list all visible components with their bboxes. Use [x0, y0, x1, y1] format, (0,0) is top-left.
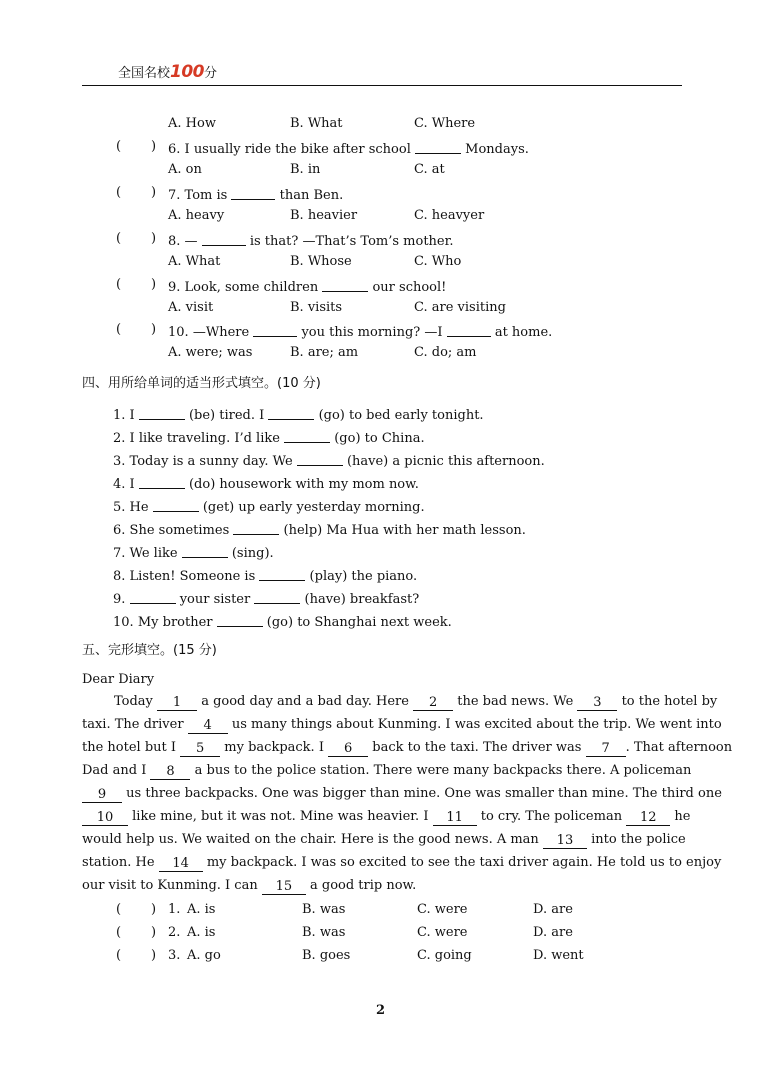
- question-text: our school!: [372, 280, 447, 295]
- option-b: B. What: [290, 116, 343, 131]
- passage-text: he: [674, 809, 691, 824]
- passage-line: [82, 713, 722, 736]
- item-number: 9.: [113, 592, 126, 607]
- option-a: A. were; was: [168, 345, 253, 360]
- option-c: C. were: [417, 925, 468, 940]
- item-text: He: [129, 500, 149, 515]
- option-a: A. on: [168, 162, 202, 177]
- passage-text: my backpack. I was so excited to see the taxi driver again. He told us to enjoy: [206, 855, 722, 870]
- question-text: Tom is: [184, 188, 228, 203]
- header-prefix: 全国名校: [118, 66, 171, 81]
- passage-text: to cry. The policeman: [480, 809, 623, 824]
- question-number: 10.: [168, 325, 189, 340]
- answer-paren-open: (: [116, 139, 122, 154]
- question-text: Mondays.: [465, 142, 529, 157]
- passage-line: [82, 736, 733, 759]
- option-a: A. heavy: [168, 208, 225, 223]
- answer-paren-open: (: [116, 902, 122, 917]
- item-text: (have) a picnic this afternoon.: [346, 454, 545, 469]
- cloze-blank[interactable]: 9: [82, 788, 122, 803]
- answer-paren-close: ): [151, 902, 157, 917]
- answer-paren-close: ): [151, 139, 157, 154]
- item-text: (have) breakfast?: [304, 592, 420, 607]
- answer-paren-close: ): [151, 948, 157, 963]
- item-text: (get) up early yesterday morning.: [202, 500, 425, 515]
- option-a: A. What: [168, 254, 221, 269]
- answer-blank[interactable]: [153, 497, 199, 512]
- answer-paren-close: ): [151, 231, 157, 246]
- item-text: I: [129, 408, 135, 423]
- fill-item-10: [113, 612, 452, 631]
- option-c: C. do; am: [414, 345, 477, 360]
- item-number: 3.: [113, 454, 126, 469]
- option-a: A. go: [187, 948, 221, 963]
- question-text: than Ben.: [279, 188, 344, 203]
- item-text: We like: [129, 546, 178, 561]
- fill-item-8: [113, 566, 417, 585]
- cloze-blank[interactable]: 6: [328, 742, 368, 757]
- fill-item-5: [113, 497, 425, 516]
- header-logo-number: 100: [170, 62, 205, 82]
- question-text: you this morning? —I: [301, 325, 443, 340]
- question-6: [168, 139, 529, 158]
- item-text: Listen! Someone is: [129, 569, 256, 584]
- cloze-blank[interactable]: 13: [543, 834, 587, 849]
- option-d: D. are: [533, 925, 573, 940]
- question-text: —: [184, 234, 198, 249]
- item-number: 6.: [113, 523, 126, 538]
- item-number: 2.: [113, 431, 126, 446]
- item-number: 4.: [113, 477, 126, 492]
- option-c: C. are visiting: [414, 300, 506, 315]
- item-number: 10.: [113, 615, 134, 630]
- answer-paren-open: (: [116, 185, 122, 200]
- option-b: B. visits: [290, 300, 343, 315]
- fill-item-3: [113, 451, 545, 470]
- option-c: C. Who: [414, 254, 462, 269]
- question-text: —Where: [192, 325, 250, 340]
- item-text: I: [129, 477, 135, 492]
- item-text: She sometimes: [129, 523, 230, 538]
- passage-text: like mine, but it was not. Mine was heavier. I: [132, 809, 429, 824]
- passage-text: into the police: [591, 832, 686, 847]
- answer-paren-close: ): [151, 322, 157, 337]
- fill-item-1: [113, 405, 484, 424]
- diary-passage: [82, 690, 733, 897]
- answer-blank[interactable]: [231, 185, 275, 200]
- answer-blank[interactable]: [233, 520, 279, 535]
- passage-line: [82, 805, 691, 828]
- question-text: Look, some children: [184, 280, 319, 295]
- option-a: A. visit: [168, 300, 214, 315]
- answer-blank[interactable]: [297, 451, 343, 466]
- cloze-blank[interactable]: 8: [150, 765, 190, 780]
- answer-blank[interactable]: [447, 322, 491, 337]
- answer-blank[interactable]: [139, 405, 185, 420]
- answer-blank[interactable]: [217, 612, 263, 627]
- answer-paren-open: (: [116, 231, 122, 246]
- item-number: 5.: [113, 500, 126, 515]
- item-text: (play) the piano.: [309, 569, 418, 584]
- answer-blank[interactable]: [259, 566, 305, 581]
- answer-blank[interactable]: [322, 277, 368, 292]
- question-text: I usually ride the bike after school: [184, 142, 411, 157]
- question-text: at home.: [494, 325, 553, 340]
- cloze-blank[interactable]: 14: [159, 857, 203, 872]
- passage-text: would help us. We waited on the chair. Here is the good news. A man: [82, 832, 539, 847]
- fill-item-2: [113, 428, 425, 447]
- answer-paren-open: (: [116, 277, 122, 292]
- answer-blank[interactable]: [268, 405, 314, 420]
- item-text: (go) to bed early tonight.: [318, 408, 484, 423]
- answer-paren-open: (: [116, 322, 122, 337]
- passage-text: my backpack. I: [224, 740, 324, 755]
- question-number: 7.: [168, 188, 181, 203]
- passage-text: the bad news. We: [457, 694, 574, 709]
- passage-line: [82, 782, 722, 805]
- option-d: D. went: [533, 948, 584, 963]
- option-c: C. going: [417, 948, 472, 963]
- item-text: (sing).: [231, 546, 274, 561]
- option-c: C. were: [417, 902, 468, 917]
- fill-item-7: [113, 543, 274, 562]
- answer-paren-close: ): [151, 277, 157, 292]
- option-d: D. are: [533, 902, 573, 917]
- option-b: B. are; am: [290, 345, 359, 360]
- passage-text: to the hotel by: [621, 694, 718, 709]
- passage-text: back to the taxi. The driver was: [372, 740, 582, 755]
- cloze-blank[interactable]: 15: [262, 880, 306, 895]
- question-7: [168, 185, 343, 204]
- option-c: C. Where: [414, 116, 476, 131]
- item-text: (help) Ma Hua with her math lesson.: [283, 523, 526, 538]
- cloze-blank[interactable]: 3: [577, 696, 617, 711]
- page-number: 2: [376, 1003, 386, 1018]
- item-number: 1.: [113, 408, 126, 423]
- answer-blank[interactable]: [284, 428, 330, 443]
- passage-text: us three backpacks. One was bigger than mine. One was smaller than mine. The third one: [126, 786, 722, 801]
- option-b: B. was: [302, 902, 346, 917]
- item-text: Today is a sunny day. We: [129, 454, 293, 469]
- section-5-title: 五、完形填空。(15 分): [82, 643, 217, 658]
- option-b: B. heavier: [290, 208, 358, 223]
- answer-paren-open: (: [116, 948, 122, 963]
- answer-blank[interactable]: [139, 474, 185, 489]
- item-text: (do) housework with my mom now.: [188, 477, 419, 492]
- cloze-blank[interactable]: 5: [180, 742, 220, 757]
- answer-paren-close: ): [151, 925, 157, 940]
- passage-text: us many things about Kunming. I was excited about the trip. We went into: [231, 717, 722, 732]
- passage-line: [82, 759, 692, 782]
- passage-text: a good trip now.: [309, 878, 417, 893]
- answer-blank[interactable]: [202, 231, 246, 246]
- answer-blank[interactable]: [253, 322, 297, 337]
- passage-line: [82, 828, 686, 851]
- cloze-blank[interactable]: 1: [157, 696, 197, 711]
- answer-blank[interactable]: [130, 589, 176, 604]
- question-9: [168, 277, 446, 296]
- question-10: [168, 322, 552, 341]
- passage-line: [82, 690, 718, 713]
- passage-text: . That afternoon: [625, 740, 733, 755]
- option-b: B. was: [302, 925, 346, 940]
- item-number: 7.: [113, 546, 126, 561]
- question-number: 8.: [168, 234, 181, 249]
- item-text: your sister: [179, 592, 251, 607]
- answer-paren-close: ): [151, 185, 157, 200]
- passage-text: a good day and a bad day. Here: [201, 694, 409, 709]
- cloze-blank[interactable]: 11: [433, 811, 477, 826]
- cloze-question-number: 1.: [168, 902, 181, 917]
- answer-blank[interactable]: [254, 589, 300, 604]
- answer-paren-open: (: [116, 925, 122, 940]
- cloze-blank[interactable]: 12: [626, 811, 670, 826]
- passage-line: [82, 874, 682, 897]
- passage-line: [82, 851, 722, 874]
- item-text: (go) to Shanghai next week.: [266, 615, 452, 630]
- item-text: My brother: [137, 615, 213, 630]
- item-text: (be) tired. I: [188, 408, 265, 423]
- item-text: I like traveling. I’d like: [129, 431, 280, 446]
- fill-item-9: [113, 589, 419, 608]
- header-suffix: 分: [204, 66, 218, 81]
- passage-text: the hotel but I: [82, 740, 177, 755]
- fill-item-6: [113, 520, 526, 539]
- passage-text: taxi. The driver: [82, 717, 184, 732]
- item-number: 8.: [113, 569, 126, 584]
- answer-blank[interactable]: [182, 543, 228, 558]
- question-text: is that? —That’s Tom’s mother.: [249, 234, 454, 249]
- passage-text: Today: [114, 694, 153, 709]
- cloze-blank[interactable]: 7: [586, 742, 626, 757]
- option-b: B. goes: [302, 948, 351, 963]
- passage-text: our visit to Kunming. I can: [82, 878, 258, 893]
- passage-text: Dad and I: [82, 763, 147, 778]
- question-8: [168, 231, 454, 250]
- cloze-question-number: 2.: [168, 925, 181, 940]
- option-a: A. is: [187, 925, 216, 940]
- item-text: (go) to China.: [334, 431, 425, 446]
- option-b: B. in: [290, 162, 321, 177]
- option-c: C. at: [414, 162, 445, 177]
- option-b: B. Whose: [290, 254, 352, 269]
- fill-item-4: [113, 474, 419, 493]
- page-header: [118, 62, 217, 82]
- passage-text: a bus to the police station. There were many backpacks there. A policeman: [194, 763, 692, 778]
- answer-blank[interactable]: [415, 139, 461, 154]
- cloze-blank[interactable]: 4: [188, 719, 228, 734]
- question-number: 6.: [168, 142, 181, 157]
- question-number: 9.: [168, 280, 181, 295]
- option-a: A. How: [168, 116, 216, 131]
- cloze-question-number: 3.: [168, 948, 181, 963]
- cloze-blank[interactable]: 10: [82, 811, 128, 826]
- diary-greeting: Dear Diary: [82, 672, 155, 687]
- cloze-blank[interactable]: 2: [413, 696, 453, 711]
- header-rule: [82, 85, 682, 86]
- section-4-title: 四、用所给单词的适当形式填空。(10 分): [82, 376, 321, 391]
- passage-text: station. He: [82, 855, 155, 870]
- option-c: C. heavyer: [414, 208, 485, 223]
- option-a: A. is: [187, 902, 216, 917]
